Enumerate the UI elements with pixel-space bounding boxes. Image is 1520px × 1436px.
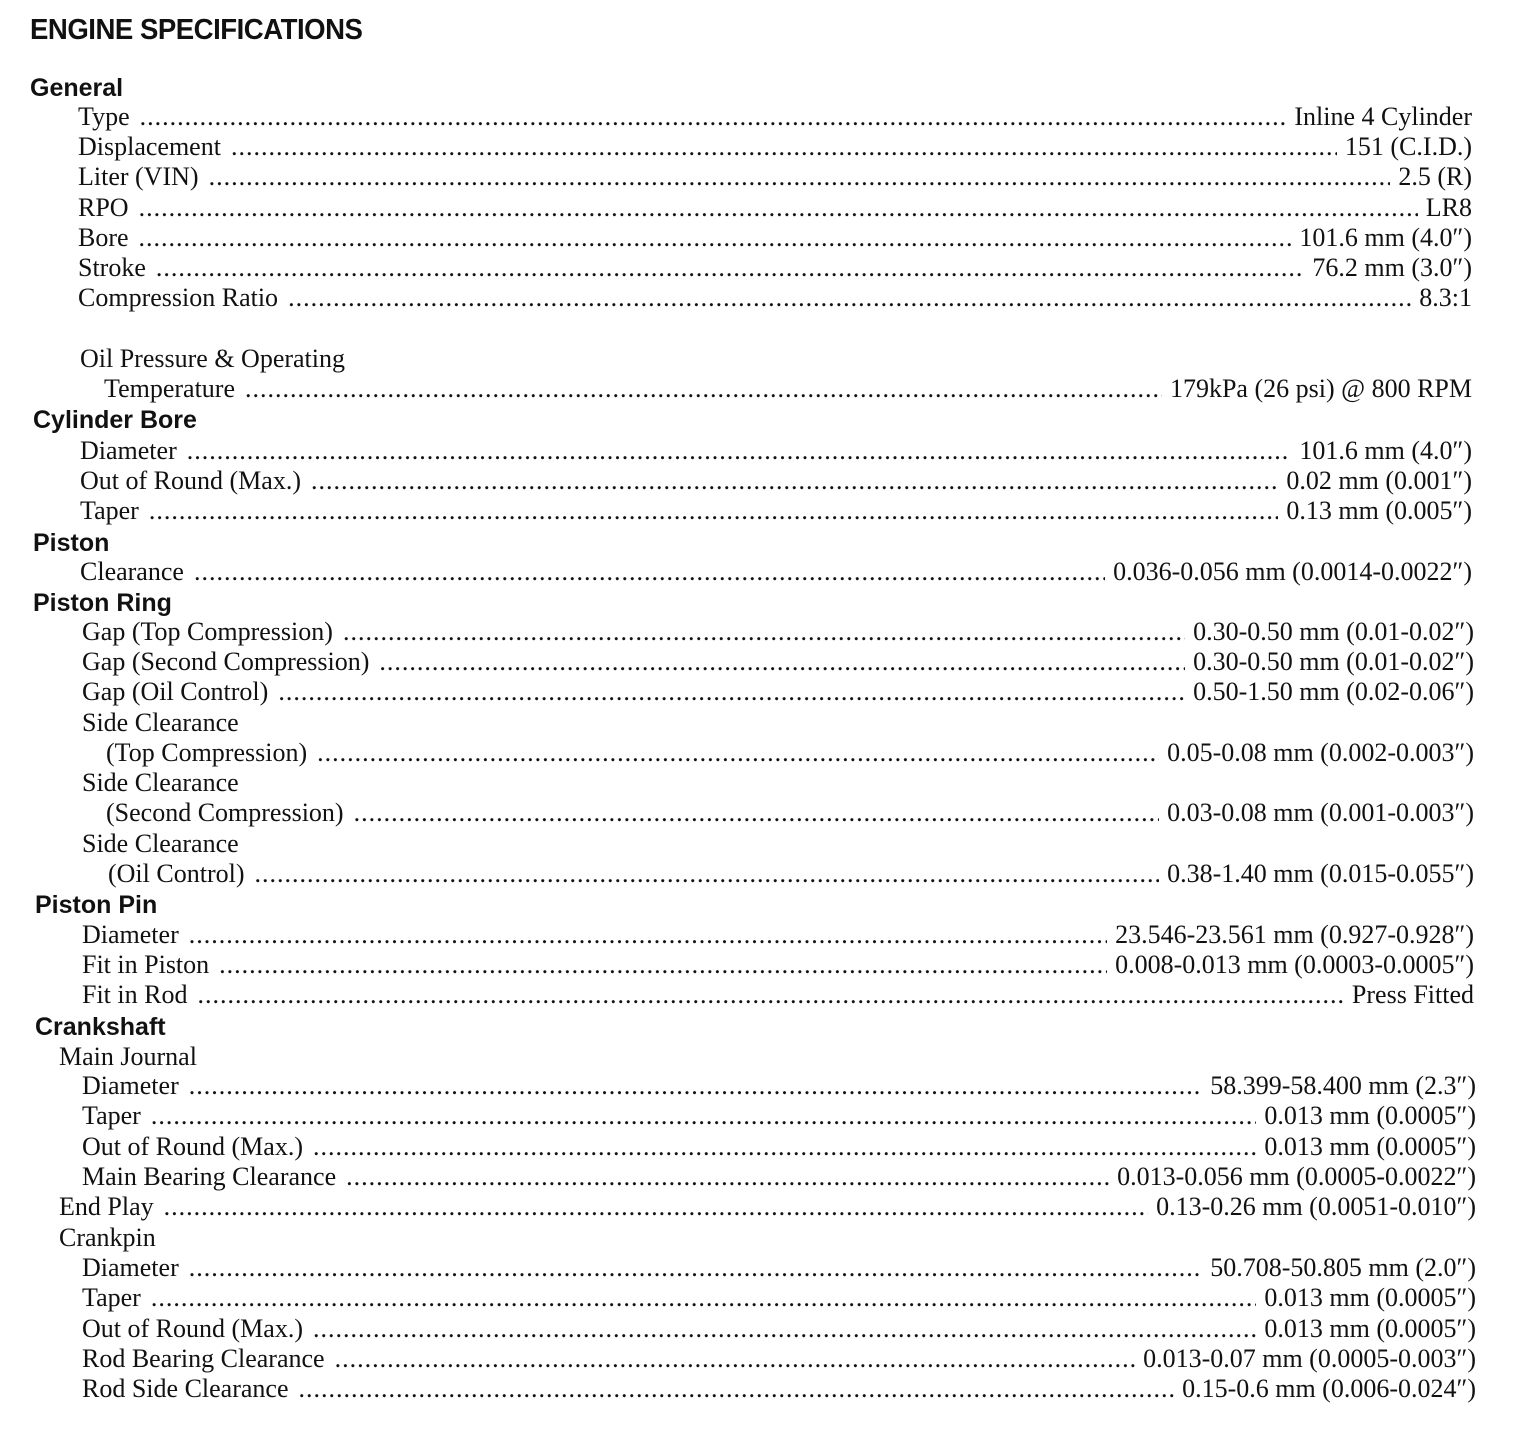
dot-leader: [379, 647, 1185, 677]
spec-row-oil-control: [108, 859, 1474, 889]
spec-row-stroke: [78, 253, 1472, 283]
spec-row-clearance: [80, 557, 1472, 587]
spec-value: 0.38-1.40 mm (0.015-0.055″): [1167, 859, 1474, 888]
spec-value: 0.05-0.08 mm (0.002-0.003″): [1167, 738, 1474, 767]
section-heading-piston-ring: Piston Ring: [33, 589, 172, 617]
spec-row-gap-top-compression: [82, 617, 1474, 647]
spec-label: Gap (Second Compression): [82, 647, 370, 676]
subheading-side-clearance: Side Clearance: [82, 829, 239, 858]
spec-label: Main Bearing Clearance: [82, 1162, 337, 1191]
spec-label: (Top Compression): [106, 738, 308, 767]
dot-leader: [151, 1283, 1257, 1313]
spec-value: 179kPa (26 psi) @ 800 RPM: [1169, 374, 1472, 403]
spec-value: 0.013-0.07 mm (0.0005-0.003″): [1143, 1344, 1476, 1373]
spec-label: Gap (Oil Control): [82, 677, 269, 706]
spec-row-liter-vin: [78, 162, 1472, 192]
spec-value: LR8: [1425, 193, 1472, 222]
spec-label: Diameter: [80, 436, 177, 465]
spec-value: Inline 4 Cylinder: [1294, 102, 1472, 131]
spec-label: Clearance: [80, 557, 184, 586]
dot-leader: [245, 374, 1162, 404]
spec-row-rod-side-clearance: [82, 1374, 1476, 1404]
spec-label: Taper: [80, 496, 139, 525]
spec-value: 58.399-58.400 mm (2.3″): [1210, 1071, 1476, 1100]
dot-leader: [139, 193, 1418, 223]
subheading-crankpin: Crankpin: [59, 1223, 156, 1252]
spec-value: 0.02 mm (0.001″): [1286, 466, 1472, 495]
spec-label: RPO: [78, 193, 129, 222]
section-heading-general: General: [30, 74, 124, 102]
dot-leader: [343, 617, 1185, 647]
spec-label: Diameter: [82, 1253, 179, 1282]
spec-value: 0.013-0.056 mm (0.0005-0.0022″): [1117, 1162, 1476, 1191]
dot-leader: [149, 496, 1279, 526]
dot-leader: [197, 980, 1343, 1010]
dot-leader: [189, 920, 1107, 950]
spec-row-gap-oil-control: [82, 677, 1474, 707]
spec-label: Taper: [82, 1101, 141, 1130]
spec-value: 2.5 (R): [1398, 162, 1472, 191]
spec-row-rod-bearing-clearance: [82, 1344, 1476, 1374]
subheading-side-clearance: Side Clearance: [82, 768, 239, 797]
spec-label: Fit in Piston: [82, 950, 210, 979]
spec-label: Compression Ratio: [78, 283, 279, 312]
dot-leader: [189, 1071, 1203, 1101]
spec-row-top-compression: [106, 738, 1474, 768]
spec-value: 23.546-23.561 mm (0.927-0.928″): [1115, 920, 1474, 949]
spec-label: Fit in Rod: [82, 980, 188, 1009]
spec-label: (Second Compression): [106, 798, 344, 827]
page-title: ENGINE SPECIFICATIONS: [30, 14, 363, 46]
spec-label: Gap (Top Compression): [82, 617, 333, 646]
spec-row-gap-second-compression: [82, 647, 1474, 677]
spec-row-out-of-round-max: [82, 1314, 1476, 1344]
spec-row-out-of-round-max: [82, 1132, 1476, 1162]
dot-leader: [189, 1253, 1203, 1283]
spec-label: Stroke: [78, 253, 146, 282]
section-heading-piston: Piston: [33, 529, 110, 557]
spec-label: End Play: [59, 1192, 154, 1221]
dot-leader: [278, 677, 1185, 707]
spec-value: 101.6 mm (4.0″): [1299, 436, 1472, 465]
spec-value: 0.013 mm (0.0005″): [1264, 1132, 1476, 1161]
spec-row-taper: [80, 496, 1472, 526]
spec-row-out-of-round-max: [80, 466, 1472, 496]
dot-leader: [311, 466, 1278, 496]
spec-row-bore: [78, 223, 1472, 253]
dot-leader: [156, 253, 1305, 283]
spec-label: Rod Bearing Clearance: [82, 1344, 325, 1373]
spec-row-compression-ratio: [78, 283, 1472, 313]
spec-label: Bore: [78, 223, 129, 252]
dot-leader: [313, 1314, 1256, 1344]
spec-value: 0.013 mm (0.0005″): [1264, 1314, 1476, 1343]
spec-label: Displacement: [78, 132, 221, 161]
spec-value: 50.708-50.805 mm (2.0″): [1210, 1253, 1476, 1282]
spec-label: Out of Round (Max.): [82, 1314, 303, 1343]
spec-row-taper: [82, 1283, 1476, 1313]
dot-leader: [209, 162, 1391, 192]
dot-leader: [255, 859, 1160, 889]
spec-row-fit-in-rod: [82, 980, 1474, 1010]
spec-row-type: [78, 102, 1472, 132]
spec-value: 0.013 mm (0.0005″): [1264, 1283, 1476, 1312]
spec-value: 0.03-0.08 mm (0.001-0.003″): [1167, 798, 1474, 827]
spec-value: 0.50-1.50 mm (0.02-0.06″): [1193, 677, 1474, 706]
section-heading-crankshaft: Crankshaft: [35, 1013, 166, 1041]
spec-label: Type: [78, 102, 130, 131]
spec-row-taper: [82, 1101, 1476, 1131]
spec-row-diameter: [82, 1071, 1476, 1101]
spec-row-displacement: [78, 132, 1472, 162]
dot-leader: [354, 798, 1159, 828]
dot-leader: [288, 283, 1411, 313]
dot-leader: [164, 1192, 1148, 1222]
subheading-side-clearance: Side Clearance: [82, 708, 239, 737]
spec-value: 0.008-0.013 mm (0.0003-0.0005″): [1115, 950, 1474, 979]
spec-value: 151 (C.I.D.): [1344, 132, 1472, 161]
dot-leader: [299, 1374, 1175, 1404]
dot-leader: [151, 1101, 1257, 1131]
section-heading-cylinder-bore: Cylinder Bore: [33, 406, 197, 434]
spec-label: Out of Round (Max.): [80, 466, 301, 495]
spec-value: 0.013 mm (0.0005″): [1264, 1101, 1476, 1130]
spec-value: 0.13-0.26 mm (0.0051-0.010″): [1156, 1192, 1476, 1221]
spec-row-diameter: [82, 1253, 1476, 1283]
spec-value: 0.15-0.6 mm (0.006-0.024″): [1182, 1374, 1476, 1403]
spec-value: 101.6 mm (4.0″): [1299, 223, 1472, 252]
spec-label: (Oil Control): [108, 859, 245, 888]
spec-row-temperature: [104, 374, 1472, 404]
spec-label: Diameter: [82, 1071, 179, 1100]
spec-value: Press Fitted: [1351, 980, 1474, 1009]
dot-leader: [346, 1162, 1109, 1192]
spec-row-diameter: [80, 436, 1472, 466]
spec-row-end-play: [59, 1192, 1476, 1222]
dot-leader: [317, 738, 1159, 768]
dot-leader: [313, 1132, 1256, 1162]
section-heading-piston-pin: Piston Pin: [35, 891, 158, 919]
spec-label: Taper: [82, 1283, 141, 1312]
spec-row-diameter: [82, 920, 1474, 950]
spec-row-rpo: [78, 193, 1472, 223]
subheading-main-journal: Main Journal: [59, 1042, 197, 1071]
dot-leader: [194, 557, 1105, 587]
spec-value: 0.13 mm (0.005″): [1286, 496, 1472, 525]
spec-row-second-compression: [106, 798, 1474, 828]
spec-row-fit-in-piston: [82, 950, 1474, 980]
spec-value: 0.30-0.50 mm (0.01-0.02″): [1193, 617, 1474, 646]
spec-label: Rod Side Clearance: [82, 1374, 289, 1403]
spec-value: 0.036-0.056 mm (0.0014-0.0022″): [1113, 557, 1472, 586]
dot-leader: [187, 436, 1292, 466]
dot-leader: [140, 102, 1287, 132]
spec-value: 76.2 mm (3.0″): [1312, 253, 1472, 282]
spec-value: 0.30-0.50 mm (0.01-0.02″): [1193, 647, 1474, 676]
dot-leader: [335, 1344, 1136, 1374]
dot-leader: [219, 950, 1107, 980]
spec-label: Temperature: [104, 374, 235, 403]
spec-label: Liter (VIN): [78, 162, 199, 191]
dot-leader: [139, 223, 1292, 253]
spec-value: 8.3:1: [1419, 283, 1472, 312]
spec-label: Diameter: [82, 920, 179, 949]
dot-leader: [231, 132, 1337, 162]
spec-row-main-bearing-clearance: [82, 1162, 1476, 1192]
subheading-oil-pressure-operating: Oil Pressure & Operating: [80, 344, 346, 373]
spec-label: Out of Round (Max.): [82, 1132, 303, 1161]
